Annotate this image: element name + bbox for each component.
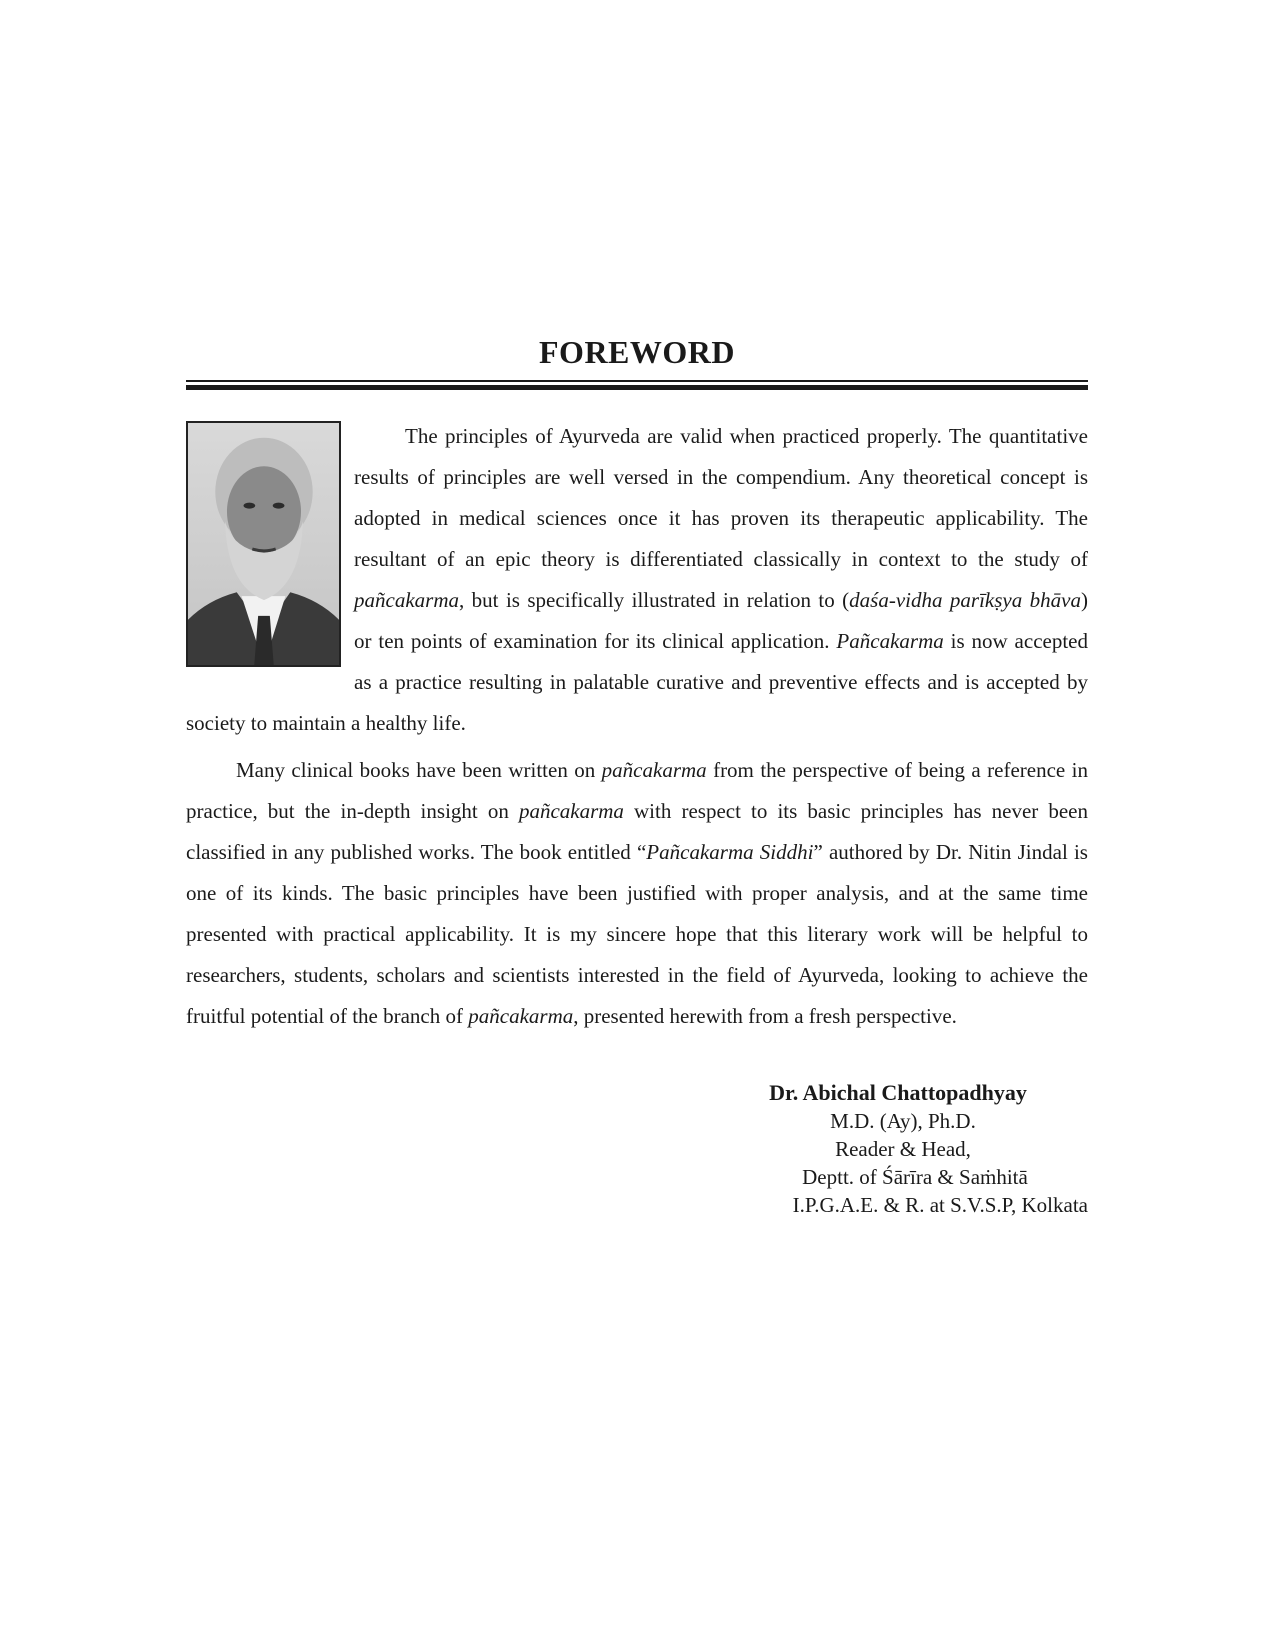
author-portrait-image xyxy=(188,423,339,665)
signatory-role: Reader & Head, xyxy=(835,1137,971,1161)
italic-term: Pañcakarma Siddhi xyxy=(646,840,814,864)
italic-term: daśa-vidha parīkṣya bhāva xyxy=(849,588,1081,612)
signatory-name: Dr. Abichal Chattopadhyay xyxy=(769,1080,1027,1105)
italic-term: pañcakarma xyxy=(468,1004,574,1028)
page-title: FOREWORD xyxy=(539,334,735,370)
foreword-page xyxy=(186,330,1089,1217)
signature-block xyxy=(708,1079,1088,1219)
italic-term: pañcakarma xyxy=(518,799,624,823)
title-rule-thick xyxy=(186,385,1088,390)
signatory-qualification: M.D. (Ay), Ph.D. xyxy=(830,1109,976,1133)
text-run: The principles of Ayurveda are valid when practiced properly. The quantitative results of principles are well versed in the compendium. Any theoretical concept is adopted in medical sciences once it has proven its therapeutic applicability. The resultant of an epic theory is differentiated classically in context to the study of xyxy=(354,424,1088,571)
text-run: Many clinical books have been written on xyxy=(236,758,602,782)
text-run: , but is specifically illustrated in relation to ( xyxy=(458,588,850,612)
paragraph-2 xyxy=(186,750,1088,1037)
title-rule-thin xyxy=(186,380,1088,382)
italic-term: Pañcakarma xyxy=(836,629,944,653)
author-portrait-photo xyxy=(186,421,341,667)
text-run: ) or ten points of examination for its clinical application. xyxy=(354,588,1088,653)
signatory-department: Deptt. of Śārīra & Saṁhitā xyxy=(802,1165,1028,1189)
italic-term: pañcakarma xyxy=(354,588,459,612)
text-run: with respect to its basic principles has never been classified in any published works. The book entitled “ xyxy=(186,799,1089,864)
italic-term: pañcakarma xyxy=(601,758,707,782)
text-run: ” authored by Dr. Nitin Jindal is one of its kinds. The basic principles have been justified with proper analysis, and at the same time presented with practical applicability. It is my sincere hope that this literary work will be helpful to researchers, students, scholars and scientists interested in the field of Ayurveda, looking to achieve the fruitful potential of the branch of xyxy=(186,840,1088,1028)
signatory-institution: I.P.G.A.E. & R. at S.V.S.P, Kolkata xyxy=(792,1193,1088,1217)
text-run: from the perspective of being a reference in practice, but the in-depth insight on xyxy=(186,758,1088,823)
text-run: is now accepted as a practice resulting in palatable curative and preventive effects and is accepted by society to maintain a healthy life. xyxy=(186,629,1088,735)
foreword-body xyxy=(186,416,1088,1037)
text-run: , presented herewith from a fresh perspective. xyxy=(573,1004,957,1028)
